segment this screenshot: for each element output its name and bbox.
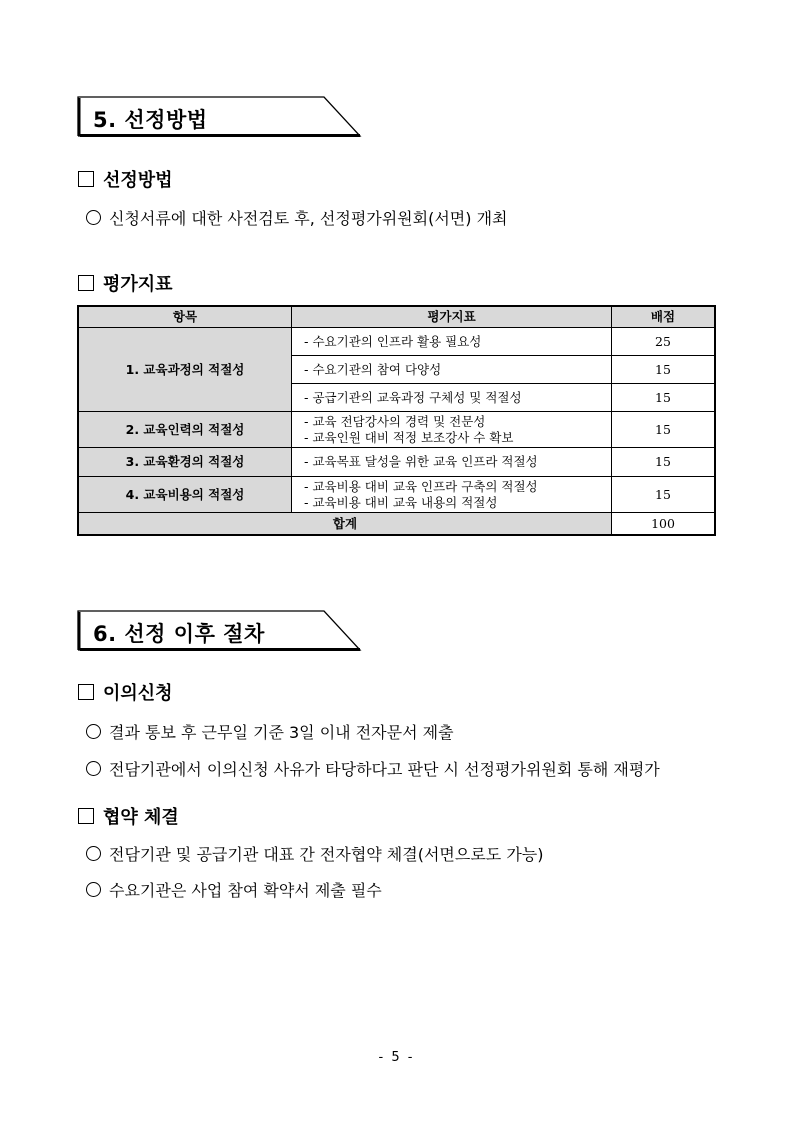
evaluation-criteria-table [77, 305, 716, 536]
total-score: 100 [612, 513, 716, 536]
indicator-cell: - 교육목표 달성을 위한 교육 인프라 적절성 [292, 448, 612, 477]
method-heading-text: 선정방법 [103, 170, 173, 191]
method-bullet [86, 206, 508, 229]
circle-bullet-icon [86, 210, 101, 225]
indicator-line: - 교육 전담강사의 경력 및 전문성 [304, 413, 486, 429]
objection-bullet [86, 720, 454, 743]
section-6-heading-box [77, 610, 365, 652]
agreement-bullet [86, 878, 382, 901]
score-cell: 15 [612, 412, 716, 448]
indicator-line: - 교육인원 대비 적정 보조강사 수 확보 [304, 429, 514, 445]
indicator-line: - 교육비용 대비 교육 내용의 적절성 [304, 494, 498, 510]
objection-bullet-text: 결과 통보 후 근무일 기준 3일 이내 전자문서 제출 [109, 723, 454, 742]
indicator-cell [292, 412, 612, 448]
square-bullet-icon [78, 171, 94, 187]
indicator-cell: - 수요기관의 인프라 활용 필요성 [292, 328, 612, 356]
circle-bullet-icon [86, 846, 101, 861]
table-row [78, 448, 715, 477]
category-cell: 1. 교육과정의 적절성 [78, 328, 292, 412]
total-label: 합계 [78, 513, 612, 536]
score-cell: 15 [612, 477, 716, 513]
section-5-title: 5. 선정방법 [93, 108, 208, 132]
indicator-cell: - 공급기관의 교육과정 구체성 및 적절성 [292, 384, 612, 412]
table-header-row [78, 306, 715, 328]
agreement-bullet-text: 수요기관은 사업 참여 확약서 제출 필수 [109, 881, 382, 900]
circle-bullet-icon [86, 761, 101, 776]
square-bullet-icon [78, 684, 94, 700]
agreement-bullet [86, 842, 544, 865]
category-cell: 4. 교육비용의 적절성 [78, 477, 292, 513]
table-total-row [78, 513, 715, 536]
agreement-heading [78, 803, 179, 829]
objection-bullet-text: 전담기관에서 이의신청 사유가 타당하다고 판단 시 선정평가위원회 통해 재평가 [109, 760, 660, 779]
header-category: 항목 [78, 306, 292, 328]
square-bullet-icon [78, 808, 94, 824]
criteria-heading-text: 평가지표 [103, 274, 173, 295]
table-row [78, 412, 715, 448]
page-number: - 5 - [378, 1050, 415, 1065]
category-cell: 2. 교육인력의 적절성 [78, 412, 292, 448]
circle-bullet-icon [86, 724, 101, 739]
circle-bullet-icon [86, 882, 101, 897]
agreement-bullet-text: 전담기관 및 공급기관 대표 간 전자협약 체결(서면으로도 가능) [109, 845, 544, 864]
indicator-line: - 교육비용 대비 교육 인프라 구축의 적절성 [304, 478, 538, 494]
score-cell: 25 [612, 328, 716, 356]
table-row [78, 328, 715, 356]
section-5-heading-box [77, 96, 365, 138]
method-bullet-text: 신청서류에 대한 사전검토 후, 선정평가위원회(서면) 개최 [109, 209, 508, 228]
section-6-title: 6. 선정 이후 절차 [93, 622, 265, 646]
square-bullet-icon [78, 275, 94, 291]
objection-heading [78, 679, 173, 705]
score-cell: 15 [612, 356, 716, 384]
criteria-heading [78, 270, 173, 296]
score-cell: 15 [612, 448, 716, 477]
category-cell: 3. 교육환경의 적절성 [78, 448, 292, 477]
indicator-cell: - 수요기관의 참여 다양성 [292, 356, 612, 384]
table-row [78, 477, 715, 513]
header-score: 배점 [612, 306, 716, 328]
header-indicator: 평가지표 [292, 306, 612, 328]
objection-bullet [86, 757, 660, 780]
method-heading [78, 166, 173, 192]
score-cell: 15 [612, 384, 716, 412]
indicator-cell [292, 477, 612, 513]
objection-heading-text: 이의신청 [103, 683, 173, 704]
agreement-heading-text: 협약 체결 [103, 807, 179, 828]
